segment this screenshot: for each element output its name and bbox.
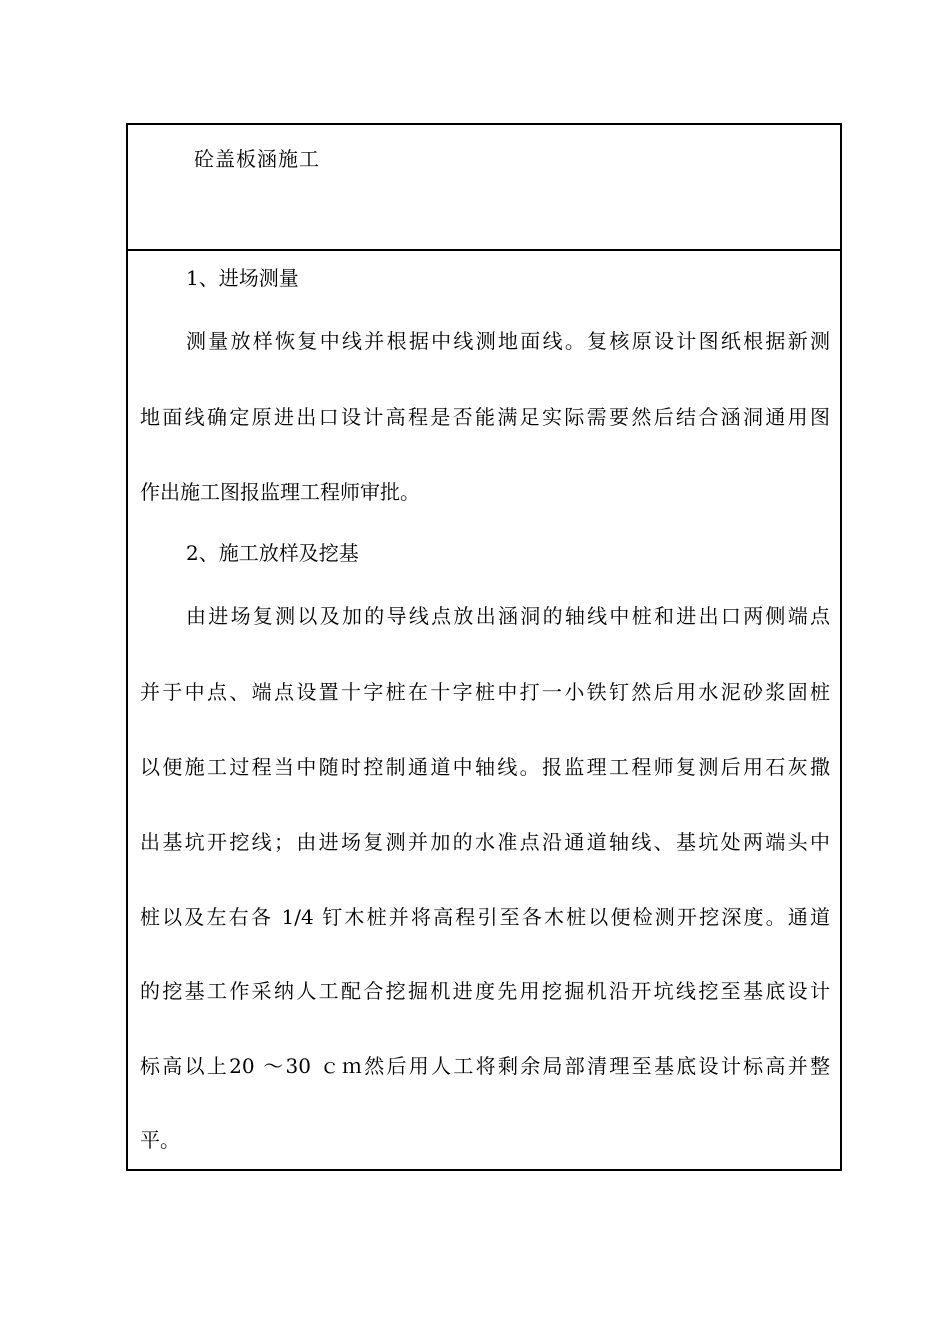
paragraph-line: 平。: [140, 1128, 180, 1152]
paragraph-line: 出基坑开挖线；由进场复测并加的水准点沿通道轴线、基坑处两端头中: [140, 830, 830, 854]
content-cell: [128, 251, 840, 1171]
heading-survey: 1、进场测量: [186, 266, 299, 290]
title-cell: [128, 125, 840, 251]
paragraph-line: 桩以及左右各 1/4 钉木桩并将高程引至各木桩以便检测开挖深度。通道: [140, 905, 830, 929]
heading-layout-excavation: 2、施工放样及挖基: [186, 541, 359, 565]
paragraph-line: 地面线确定原进出口设计高程是否能满足实际需要然后结合涵洞通用图: [140, 405, 830, 429]
paragraph-line: 由进场复测以及加的导线点放出涵洞的轴线中桩和进出口两侧端点: [186, 604, 830, 628]
document-table: [126, 123, 842, 1171]
section-title: 砼盖板涵施工: [194, 147, 320, 171]
paragraph-line: 以便施工过程当中随时控制通道中轴线。报监理工程师复测后用石灰撒: [140, 755, 830, 779]
paragraph-line: 作出施工图报监理工程师审批。: [140, 480, 420, 504]
paragraph-line: 并于中点、端点设置十字桩在十字桩中打一小铁钉然后用水泥砂浆固桩: [140, 680, 830, 704]
paragraph-line: 的挖基工作采纳人工配合挖掘机进度先用挖掘机沿开坑线挖至基底设计: [140, 979, 830, 1003]
paragraph-line: 测量放样恢复中线并根据中线测地面线。复核原设计图纸根据新测: [186, 329, 830, 353]
paragraph-line: 标高以上20 ～30 ｃｍ然后用人工将剩余局部清理至基底设计标高并整: [140, 1054, 830, 1078]
